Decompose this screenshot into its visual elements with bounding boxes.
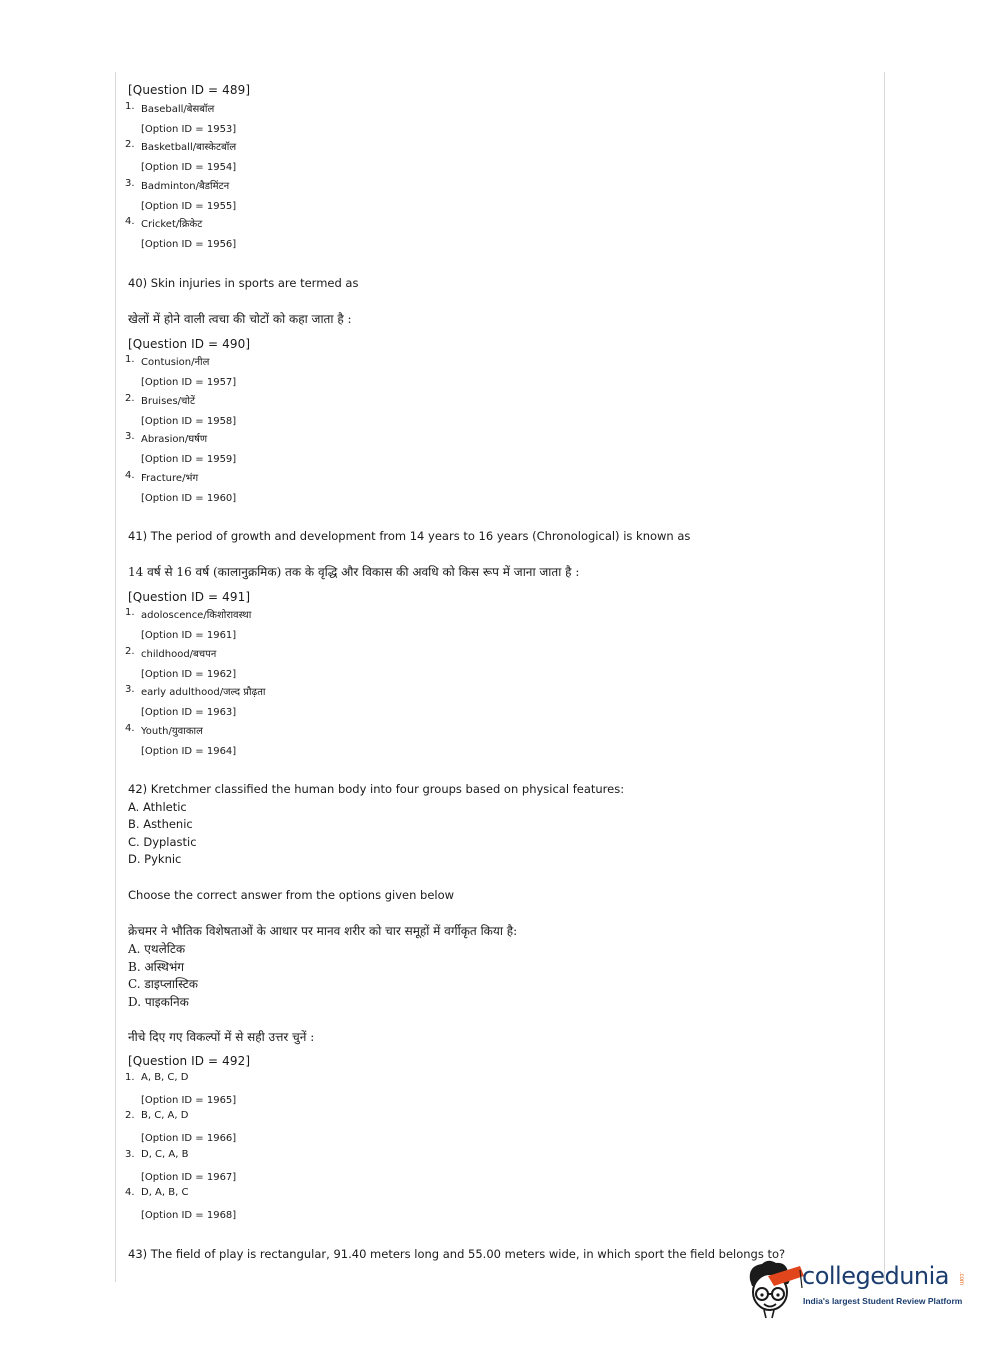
option-id: [Option ID = 1963] <box>141 707 237 718</box>
statement-item: A. Athletic <box>128 800 187 814</box>
question-id: [Question ID = 490] <box>128 337 251 351</box>
option-label: early adulthood/जल्द प्रौढ़ता <box>141 687 266 698</box>
option-label: A, B, C, D <box>141 1072 189 1083</box>
statement-item-hindi: C. डाइप्लास्टिक <box>128 977 198 991</box>
option-label: Cricket/क्रिकेट <box>141 219 203 230</box>
option-id: [Option ID = 1961] <box>141 630 237 641</box>
option-label: adoloscence/किशोरावस्था <box>141 610 252 621</box>
option-number: 4. <box>125 216 135 227</box>
option-label: childhood/बचपन <box>141 649 217 660</box>
option-number: 3. <box>125 178 135 189</box>
option-number: 4. <box>125 1187 135 1198</box>
instruction-text: Choose the correct answer from the options given below <box>128 888 455 902</box>
statement-item-hindi: D. पाइकनिक <box>128 995 189 1009</box>
option-id: [Option ID = 1954] <box>141 162 237 173</box>
collegedunia-logo <box>742 1258 974 1320</box>
question-id: [Question ID = 492] <box>128 1054 251 1068</box>
option-id: [Option ID = 1962] <box>141 669 237 680</box>
option-label: D, C, A, B <box>141 1149 189 1160</box>
option-number: 4. <box>125 470 135 481</box>
option-id: [Option ID = 1953] <box>141 124 237 135</box>
question-text: 43) The field of play is rectangular, 91.40 meters long and 55.00 meters wide, in which sport the field belongs to? <box>128 1247 786 1261</box>
question-id: [Question ID = 491] <box>128 590 251 604</box>
option-label: Baseball/बेसबॉल <box>141 104 215 115</box>
option-id: [Option ID = 1956] <box>141 239 237 250</box>
option-label: Contusion/नील <box>141 357 210 368</box>
statement-item: D. Pyknic <box>128 852 182 866</box>
option-number: 2. <box>125 393 135 404</box>
question-text-hindi: खेलों में होने वाली त्वचा की चोटों को कहा जाता है : <box>128 312 352 326</box>
option-number: 1. <box>125 607 135 618</box>
logo-com-suffix: .com <box>958 1272 964 1286</box>
statement-item-hindi: B. अस्थिभंग <box>128 960 185 974</box>
option-id: [Option ID = 1964] <box>141 746 237 757</box>
option-label: Youth/युवाकाल <box>141 726 203 737</box>
option-id: [Option ID = 1955] <box>141 201 237 212</box>
option-number: 2. <box>125 646 135 657</box>
question-text-hindi: 14 वर्ष से 16 वर्ष (कालानुक्रमिक) तक के वृद्धि और विकास की अवधि को किस रूप में जाना जाता है : <box>128 565 580 579</box>
question-text-hindi: क्रेचमर ने भौतिक विशेषताओं के आधार पर मानव शरीर को चार समूहों में वर्गीकृत किया है: <box>128 924 518 938</box>
option-number: 3. <box>125 431 135 442</box>
option-id: [Option ID = 1959] <box>141 454 237 465</box>
option-label: Fracture/भंग <box>141 473 199 484</box>
option-id: [Option ID = 1965] <box>141 1095 237 1106</box>
logo-tagline: India's largest Student Review Platform <box>803 1296 963 1306</box>
question-text: 42) Kretchmer classified the human body into four groups based on physical features: <box>128 782 625 796</box>
option-number: 3. <box>125 684 135 695</box>
logo-wordmark: collegedunia <box>802 1262 950 1290</box>
option-number: 4. <box>125 723 135 734</box>
student-mascot-icon <box>742 1258 804 1320</box>
option-id: [Option ID = 1957] <box>141 377 237 388</box>
option-label: Bruises/चोटें <box>141 396 196 407</box>
statement-item: C. Dyplastic <box>128 835 197 849</box>
option-id: [Option ID = 1960] <box>141 493 237 504</box>
instruction-text-hindi: नीचे दिए गए विकल्पों में से सही उत्तर चुनें : <box>128 1030 315 1044</box>
option-number: 1. <box>125 101 135 112</box>
option-label: D, A, B, C <box>141 1187 189 1198</box>
question-text: 40) Skin injuries in sports are termed as <box>128 276 359 290</box>
statement-item: B. Asthenic <box>128 817 193 831</box>
option-id: [Option ID = 1966] <box>141 1133 237 1144</box>
option-label: B, C, A, D <box>141 1110 189 1121</box>
option-id: [Option ID = 1958] <box>141 416 237 427</box>
option-number: 2. <box>125 139 135 150</box>
option-number: 3. <box>125 1149 135 1160</box>
option-label: Badminton/बैडमिंटन <box>141 181 230 192</box>
statement-item-hindi: A. एथलेटिक <box>128 942 186 956</box>
question-text: 41) The period of growth and development from 14 years to 16 years (Chronological) is known as <box>128 529 691 543</box>
option-number: 1. <box>125 354 135 365</box>
option-label: Basketball/बास्केटबॉल <box>141 142 237 153</box>
option-number: 1. <box>125 1072 135 1083</box>
option-id: [Option ID = 1967] <box>141 1172 237 1183</box>
question-id: [Question ID = 489] <box>128 83 251 97</box>
option-id: [Option ID = 1968] <box>141 1210 237 1221</box>
option-label: Abrasion/घर्षण <box>141 434 208 445</box>
option-number: 2. <box>125 1110 135 1121</box>
